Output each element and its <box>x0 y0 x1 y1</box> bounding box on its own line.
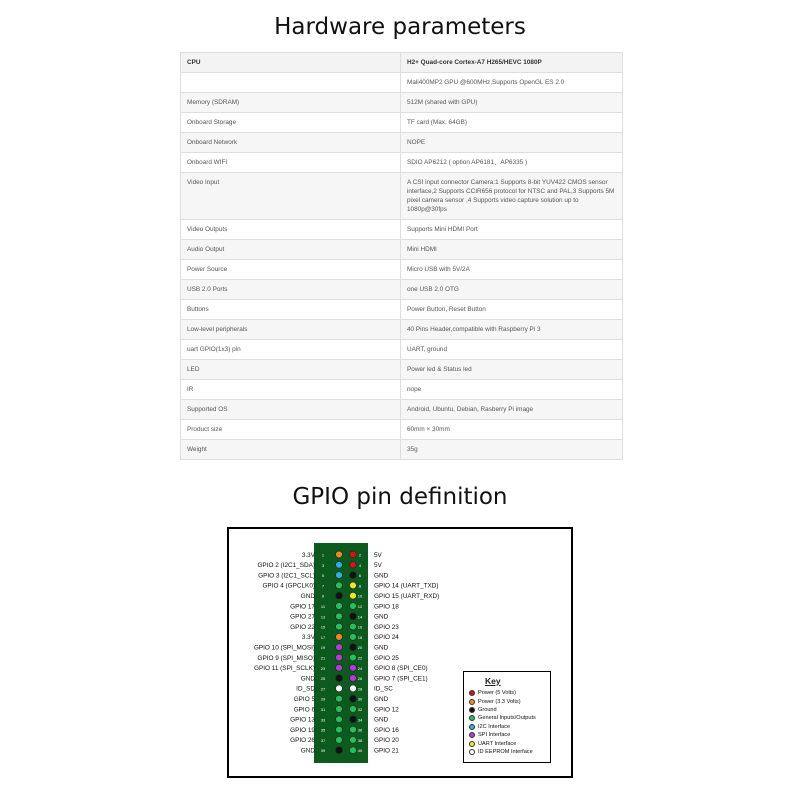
key-label: SPI Interface <box>478 732 511 739</box>
pin-number: 34 <box>357 717 363 723</box>
pin-5 <box>336 572 343 579</box>
spec-value: nope <box>401 380 623 400</box>
key-label: Ground <box>478 706 497 713</box>
hardware-title: Hardware parameters <box>274 14 526 40</box>
spec-row <box>181 440 623 460</box>
pin-number: 28 <box>357 686 363 692</box>
spec-label: Video Input <box>181 173 401 220</box>
pin-39 <box>336 747 343 754</box>
key-swatch-icon <box>469 699 475 705</box>
spec-value: NOPE <box>401 133 623 153</box>
pin-label-left: GPIO 22 <box>290 623 315 631</box>
key-title: Key <box>485 676 501 686</box>
spec-value: Micro USB with 5V/2A <box>401 260 623 280</box>
key-swatch-icon <box>469 715 475 721</box>
pin-number: 15 <box>320 624 326 630</box>
pin-14 <box>350 613 357 620</box>
pin-33 <box>336 716 343 723</box>
pin-number: 39 <box>320 748 326 754</box>
pin-label-right: GPIO 15 (UART_RXD) <box>374 593 440 600</box>
pin-label-right: GPIO 21 <box>374 747 399 755</box>
pin-number: 5 <box>321 573 325 579</box>
key-item <box>469 739 545 747</box>
pin-number: 12 <box>357 604 363 609</box>
key-label: I2C Interface <box>478 723 511 730</box>
key-swatch-icon <box>469 724 475 730</box>
pin-label-right: 5V <box>374 551 382 559</box>
pin-label-left: GPIO 19 <box>290 726 315 734</box>
key-label: UART Interface <box>478 740 517 747</box>
spec-row <box>181 53 623 73</box>
spec-row <box>181 420 623 440</box>
pin-number: 36 <box>357 727 363 733</box>
pin-30 <box>350 695 357 702</box>
spec-row <box>181 400 623 420</box>
pin-number: 3 <box>321 562 325 568</box>
pin-number: 40 <box>357 748 363 754</box>
pin-number: 14 <box>357 614 363 620</box>
pin-label-left: GPIO 10 (SPI_MOSI) <box>253 644 315 652</box>
spec-value: Power led & Status led <box>401 360 623 380</box>
spec-label: CPU <box>181 53 401 73</box>
pin-15 <box>336 623 343 630</box>
spec-row <box>181 113 623 133</box>
pin-7 <box>336 582 343 589</box>
pin-label-left: ID_SD <box>296 685 315 693</box>
pin-23 <box>336 664 343 671</box>
spec-label: Audio Output <box>181 240 401 260</box>
pin-label-left: GPIO 13 <box>290 716 315 724</box>
pin-number: 35 <box>320 727 326 733</box>
pin-label-left: 3.3V <box>301 551 315 559</box>
spec-label: IR <box>181 380 401 400</box>
pin-19 <box>336 644 343 651</box>
spec-value: SDIO AP6212 ( option AP6181、AP6335 ) <box>401 153 623 173</box>
spec-value: Mali400MP2 GPU @600MHz,Supports OpenGL ES 2.0 <box>401 73 623 93</box>
pin-29 <box>336 695 343 702</box>
pin-number: 38 <box>357 737 363 743</box>
pin-label-right: GPIO 16 <box>374 726 399 734</box>
pin-13 <box>336 613 343 620</box>
pin-label-right: GND <box>374 613 389 621</box>
pin-label-left: GPIO 5 <box>293 696 315 703</box>
pin-10 <box>350 592 357 599</box>
pin-4 <box>350 561 357 568</box>
key-item <box>469 714 545 722</box>
pin-8 <box>350 582 357 589</box>
pin-number: 6 <box>358 573 362 579</box>
spec-label: Weight <box>181 440 401 460</box>
pin-label-left: 3.3V <box>301 634 315 642</box>
pin-number: 26 <box>357 676 363 682</box>
key-swatch-icon <box>469 741 475 747</box>
pin-label-left: GPIO 4 (GPCLK0) <box>262 582 315 590</box>
spec-row <box>181 173 623 220</box>
spec-row <box>181 240 623 260</box>
key-label: General Inputs/Outputs <box>478 715 536 722</box>
pin-number: 31 <box>320 707 326 712</box>
spec-label: Onboard WIFI <box>181 153 401 173</box>
pin-25 <box>336 675 343 682</box>
pin-18 <box>350 634 357 641</box>
pin-number: 8 <box>358 583 362 589</box>
pin-number: 7 <box>321 583 325 589</box>
pin-label-right: GND <box>374 696 389 703</box>
gpio-title: GPIO pin definition <box>292 484 508 510</box>
gpio-diagram <box>227 527 573 778</box>
pin-label-left: GPIO 6 <box>293 706 315 714</box>
spec-label: Memory (SDRAM) <box>181 93 401 113</box>
pin-number: 1 <box>321 552 325 558</box>
pin-17 <box>336 634 343 641</box>
spec-label: Product size <box>181 420 401 440</box>
spec-row <box>181 220 623 240</box>
pin-26 <box>350 675 357 682</box>
pin-label-right: GPIO 24 <box>374 634 399 642</box>
key-item <box>469 748 545 756</box>
spec-label: LED <box>181 360 401 380</box>
spec-value: 512M (shared with GPU) <box>401 93 623 113</box>
spec-row <box>181 300 623 320</box>
pin-label-left: GPIO 17 <box>290 603 315 611</box>
pin-12 <box>350 603 357 610</box>
pin-number: 33 <box>320 717 326 723</box>
key-label: ID EEPROM Interface <box>478 748 533 755</box>
pin-11 <box>336 603 343 610</box>
pin-label-left: GND <box>300 747 315 755</box>
pin-number: 29 <box>320 696 326 702</box>
spec-value: TF card (Max. 64GB) <box>401 113 623 133</box>
pin-label-left: GPIO 26 <box>290 737 315 745</box>
spec-label: Onboard Storage <box>181 113 401 133</box>
key-item <box>469 689 545 697</box>
spec-row <box>181 73 623 93</box>
key-item <box>469 723 545 731</box>
pin-label-right: GPIO 8 (SPI_CE0) <box>374 665 428 673</box>
spec-label: Buttons <box>181 300 401 320</box>
pin-36 <box>350 726 357 733</box>
spec-label: USB 2.0 Ports <box>181 280 401 300</box>
spec-value: 40 Pins Header,compatible with Raspberry Pi 3 <box>401 320 623 340</box>
spec-value: one USB 2.0 OTG <box>401 280 623 300</box>
key-label: Power (3.3 Volts) <box>478 698 521 705</box>
pin-label-left: GND <box>300 675 315 683</box>
spec-row <box>181 340 623 360</box>
pin-21 <box>336 654 343 661</box>
spec-label: Power Source <box>181 260 401 280</box>
pin-35 <box>336 726 343 733</box>
pin-number: 21 <box>320 655 326 661</box>
spec-value: H2+ Quad-core Cortex-A7 H265/HEVC 1080P <box>401 53 623 73</box>
spec-row <box>181 280 623 300</box>
pin-number: 32 <box>357 707 363 712</box>
pin-24 <box>350 664 357 671</box>
pin-38 <box>350 737 357 744</box>
pin-number: 17 <box>320 634 326 640</box>
pin-label-right: GPIO 12 <box>374 706 399 714</box>
key-swatch-icon <box>469 732 475 738</box>
pin-22 <box>350 654 357 661</box>
pin-number: 25 <box>320 676 326 682</box>
pin-number: 10 <box>357 593 363 599</box>
pin-6 <box>350 572 357 579</box>
pin-label-right: GPIO 14 (UART_TXD) <box>374 582 439 590</box>
spec-label: Supported OS <box>181 400 401 420</box>
pin-label-right: GPIO 25 <box>374 654 399 662</box>
pin-32 <box>350 706 357 713</box>
key-item <box>469 731 545 739</box>
pin-28 <box>350 685 357 692</box>
pin-34 <box>350 716 357 723</box>
spec-value: Mini HDMI <box>401 240 623 260</box>
pin-number: 19 <box>320 645 326 651</box>
key-item <box>469 706 545 714</box>
spec-value: Power Button, Reset Button <box>401 300 623 320</box>
spec-label <box>181 73 401 93</box>
pin-number: 11 <box>320 604 326 609</box>
spec-row <box>181 260 623 280</box>
pin-37 <box>336 737 343 744</box>
spec-row <box>181 380 623 400</box>
pin-label-left: GPIO 3 (I2C1_SCL) <box>258 572 315 580</box>
pin-label-left: GPIO 27 <box>290 613 315 621</box>
pin-number: 24 <box>357 665 363 671</box>
pin-number: 22 <box>357 655 363 661</box>
spec-value: A CSI input connector Camera:1 Supports 8-bit YUV422 CMOS sensor interface,2 Supports CCIR656 protocol for NTSC and PAL,3 Supports 5M pixel camera sensor ,4 Supports video capture solution up to 1080p@30fps <box>401 173 623 220</box>
pin-label-left: GND <box>300 593 315 600</box>
pin-label-right: 5V <box>374 562 382 570</box>
pin-number: 30 <box>357 696 363 702</box>
spec-row <box>181 320 623 340</box>
pin-label-right: GND <box>374 716 389 724</box>
key-swatch-icon <box>469 690 475 696</box>
key-swatch-icon <box>469 707 475 713</box>
spec-label: uart GPIO(1x3) pin <box>181 340 401 360</box>
pin-40 <box>350 747 357 754</box>
pin-1 <box>336 551 343 558</box>
pin-label-left: GPIO 9 (SPI_MISO) <box>257 654 315 662</box>
pin-label-right: GPIO 20 <box>374 737 399 745</box>
pin-20 <box>350 644 357 651</box>
pin-label-right: GPIO 23 <box>374 623 399 631</box>
pin-label-right: GPIO 18 <box>374 603 399 611</box>
pin-number: 13 <box>320 614 326 620</box>
pin-label-right: GND <box>374 572 389 580</box>
key-label: Power (5 Volts) <box>478 690 516 697</box>
pin-number: 20 <box>357 645 363 651</box>
pin-9 <box>336 592 343 599</box>
pin-number: 4 <box>358 562 362 568</box>
spec-value: UART, ground <box>401 340 623 360</box>
hardware-spec-table <box>180 52 623 460</box>
pin-label-right: GND <box>374 644 389 652</box>
pin-number: 37 <box>320 737 326 743</box>
pin-number: 27 <box>320 686 326 692</box>
spec-value: Supports Mini HDMI Port <box>401 220 623 240</box>
spec-row <box>181 153 623 173</box>
pin-number: 23 <box>320 665 326 671</box>
pin-3 <box>336 561 343 568</box>
spec-value: 35g <box>401 440 623 460</box>
spec-row <box>181 93 623 113</box>
pin-number: 2 <box>358 552 362 558</box>
pin-number: 18 <box>357 634 363 640</box>
spec-row <box>181 133 623 153</box>
spec-value: 60mm × 30mm <box>401 420 623 440</box>
spec-label: Video Outputs <box>181 220 401 240</box>
gpio-key <box>463 671 551 763</box>
pin-label-right: GPIO 7 (SPI_CE1) <box>374 675 428 683</box>
spec-row <box>181 360 623 380</box>
pin-label-right: ID_SC <box>374 685 393 693</box>
pin-2 <box>350 551 357 558</box>
key-item <box>469 697 545 705</box>
pin-label-left: GPIO 11 (SPI_SCLK) <box>254 665 315 673</box>
spec-label: Low-level peripherals <box>181 320 401 340</box>
spec-label: Onboard Network <box>181 133 401 153</box>
key-swatch-icon <box>469 749 475 755</box>
pin-16 <box>350 623 357 630</box>
pin-label-left: GPIO 2 (I2C1_SDA) <box>257 562 315 570</box>
pin-number: 9 <box>321 593 325 599</box>
spec-value: Android, Ubuntu, Debian, Rasberry Pi image <box>401 400 623 420</box>
pin-31 <box>336 706 343 713</box>
pin-27 <box>336 685 343 692</box>
pin-number: 16 <box>357 624 363 630</box>
